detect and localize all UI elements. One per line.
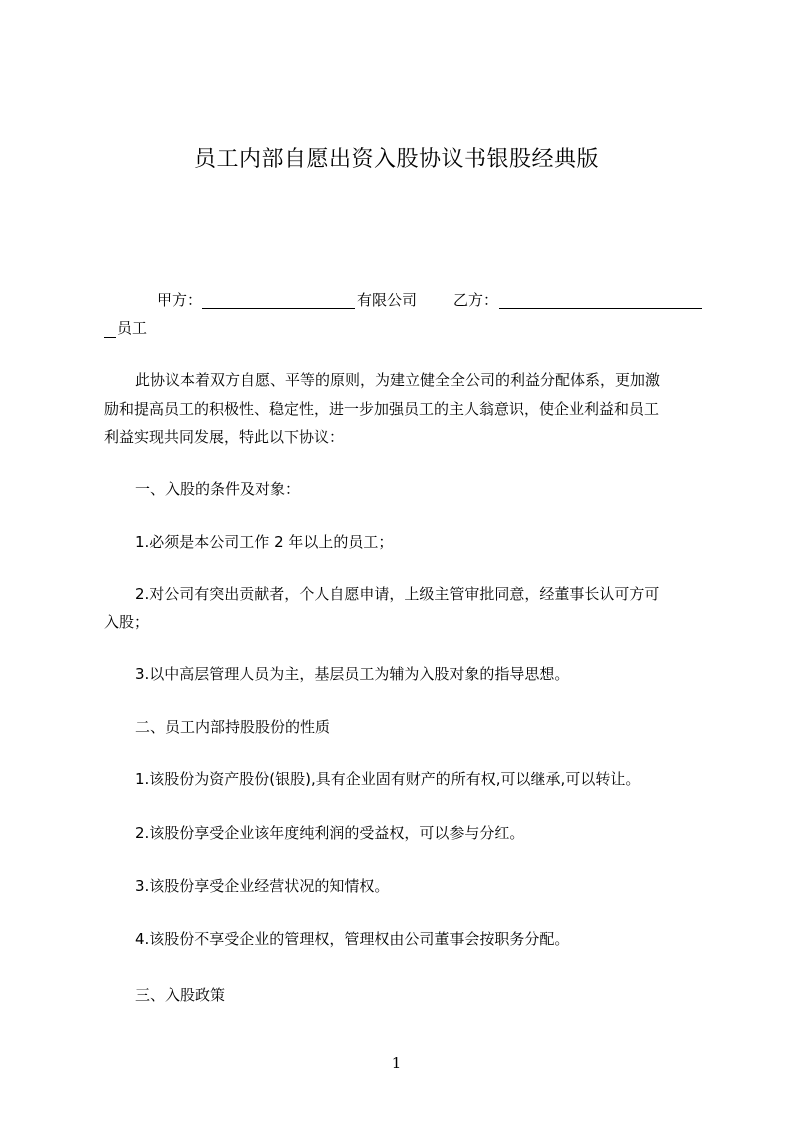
- intro-line-3: 利益实现共同发展，特此以下协议：: [104, 428, 345, 446]
- section-2-item-4: 4.该股份不享受企业的管理权，管理权由公司董事会按职务分配。: [135, 930, 570, 948]
- intro-line-2: 励和提高员工的积极性、稳定性，进一步加强员工的主人翁意识，使企业利益和员工: [104, 400, 660, 418]
- intro-line-1: 此协议本着双方自愿、平等的原则，为建立健全全公司的利益分配体系，更加激: [135, 371, 661, 389]
- party-a-blank-line: [202, 308, 355, 309]
- document-title: 员工内部自愿出资入股协议书银股经典版: [193, 147, 599, 172]
- page-number: 1: [391, 1054, 402, 1072]
- party-b-blank-line: [499, 308, 702, 309]
- party-a-suffix: 有限公司: [357, 291, 418, 309]
- section-1-item-1: 1.必须是本公司工作 2 年以上的员工；: [135, 533, 394, 551]
- section-3-heading: 三、入股政策: [135, 986, 226, 1004]
- party-a-label: 甲方：: [157, 291, 203, 309]
- party-b-suffix: 员工: [117, 319, 148, 337]
- section-2-item-1: 1.该股份为资产股份(银股),具有企业固有财产的所有权,可以继承,可以转让。: [135, 770, 641, 788]
- section-1-item-3: 3.以中高层管理人员为主，基层员工为辅为入股对象的指导思想。: [135, 665, 570, 683]
- section-1-item-2-line-1: 2.对公司有突出贡献者，个人自愿申请，上级主管审批同意，经董事长认可方可: [135, 585, 660, 603]
- section-1-heading: 一、入股的条件及对象：: [135, 480, 301, 498]
- section-2-heading: 二、员工内部持股股份的性质: [135, 718, 331, 736]
- section-1-item-2-line-2: 入股；: [104, 613, 150, 631]
- section-2-item-3: 3.该股份享受企业经营状况的知情权。: [135, 877, 390, 895]
- section-2-item-2: 2.该股份享受企业该年度纯利润的受益权，可以参与分红。: [135, 824, 525, 842]
- party-b-blank-line-continued: [104, 337, 116, 338]
- party-b-label: 乙方：: [453, 291, 499, 309]
